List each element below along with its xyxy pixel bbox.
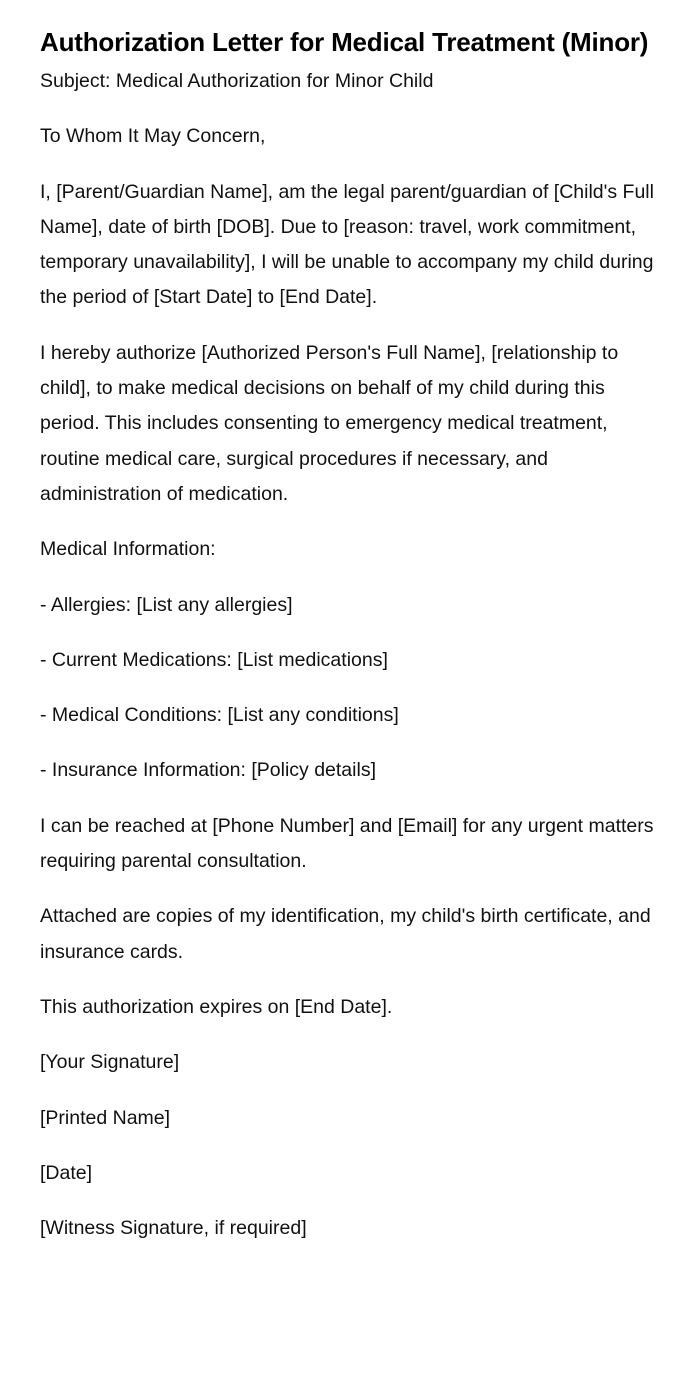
expiry-paragraph: This authorization expires on [End Date]. [40,995,393,1018]
printed-name-line: [Printed Name] [40,1106,171,1129]
witness-signature-line: [Witness Signature, if required] [40,1217,307,1240]
subject-line: Subject: Medical Authorization for Minor Child [40,70,434,92]
authorization-paragraph: I hereby authorize [Authorized Person's Full Name], [relationship to child], to make medical decisions on behalf of my child during this period. This includes consenting to emergency medical treatment, routine medical care, surgical procedures if necessary, and administration of medication. [40,341,619,505]
salutation: To Whom It May Concern, [40,125,266,148]
page-title: Authorization Letter for Medical Treatment (Minor) [40,27,649,57]
insurance-item: - Insurance Information: [Policy details] [40,759,376,782]
signature-line: [Your Signature] [40,1051,180,1074]
conditions-item: - Medical Conditions: [List any conditions] [40,704,399,727]
intro-paragraph: I, [Parent/Guardian Name], am the legal parent/guardian of [Child's Full Name], date of birth [DOB]. Due to [reason: travel, work commitment, temporary unavailability], I will be unable to accompany my child during the period of [Start Date] to [End Date]. [40,180,654,309]
date-line: [Date] [40,1161,93,1184]
medications-item: - Current Medications: [List medications] [40,648,388,671]
contact-paragraph: I can be reached at [Phone Number] and [Email] for any urgent matters requiring parental consultation. [40,814,654,873]
allergies-item: - Allergies: [List any allergies] [40,593,293,616]
attachments-paragraph: Attached are copies of my identification, my child's birth certificate, and insurance cards. [40,905,651,963]
medical-info-heading: Medical Information: [40,538,216,561]
